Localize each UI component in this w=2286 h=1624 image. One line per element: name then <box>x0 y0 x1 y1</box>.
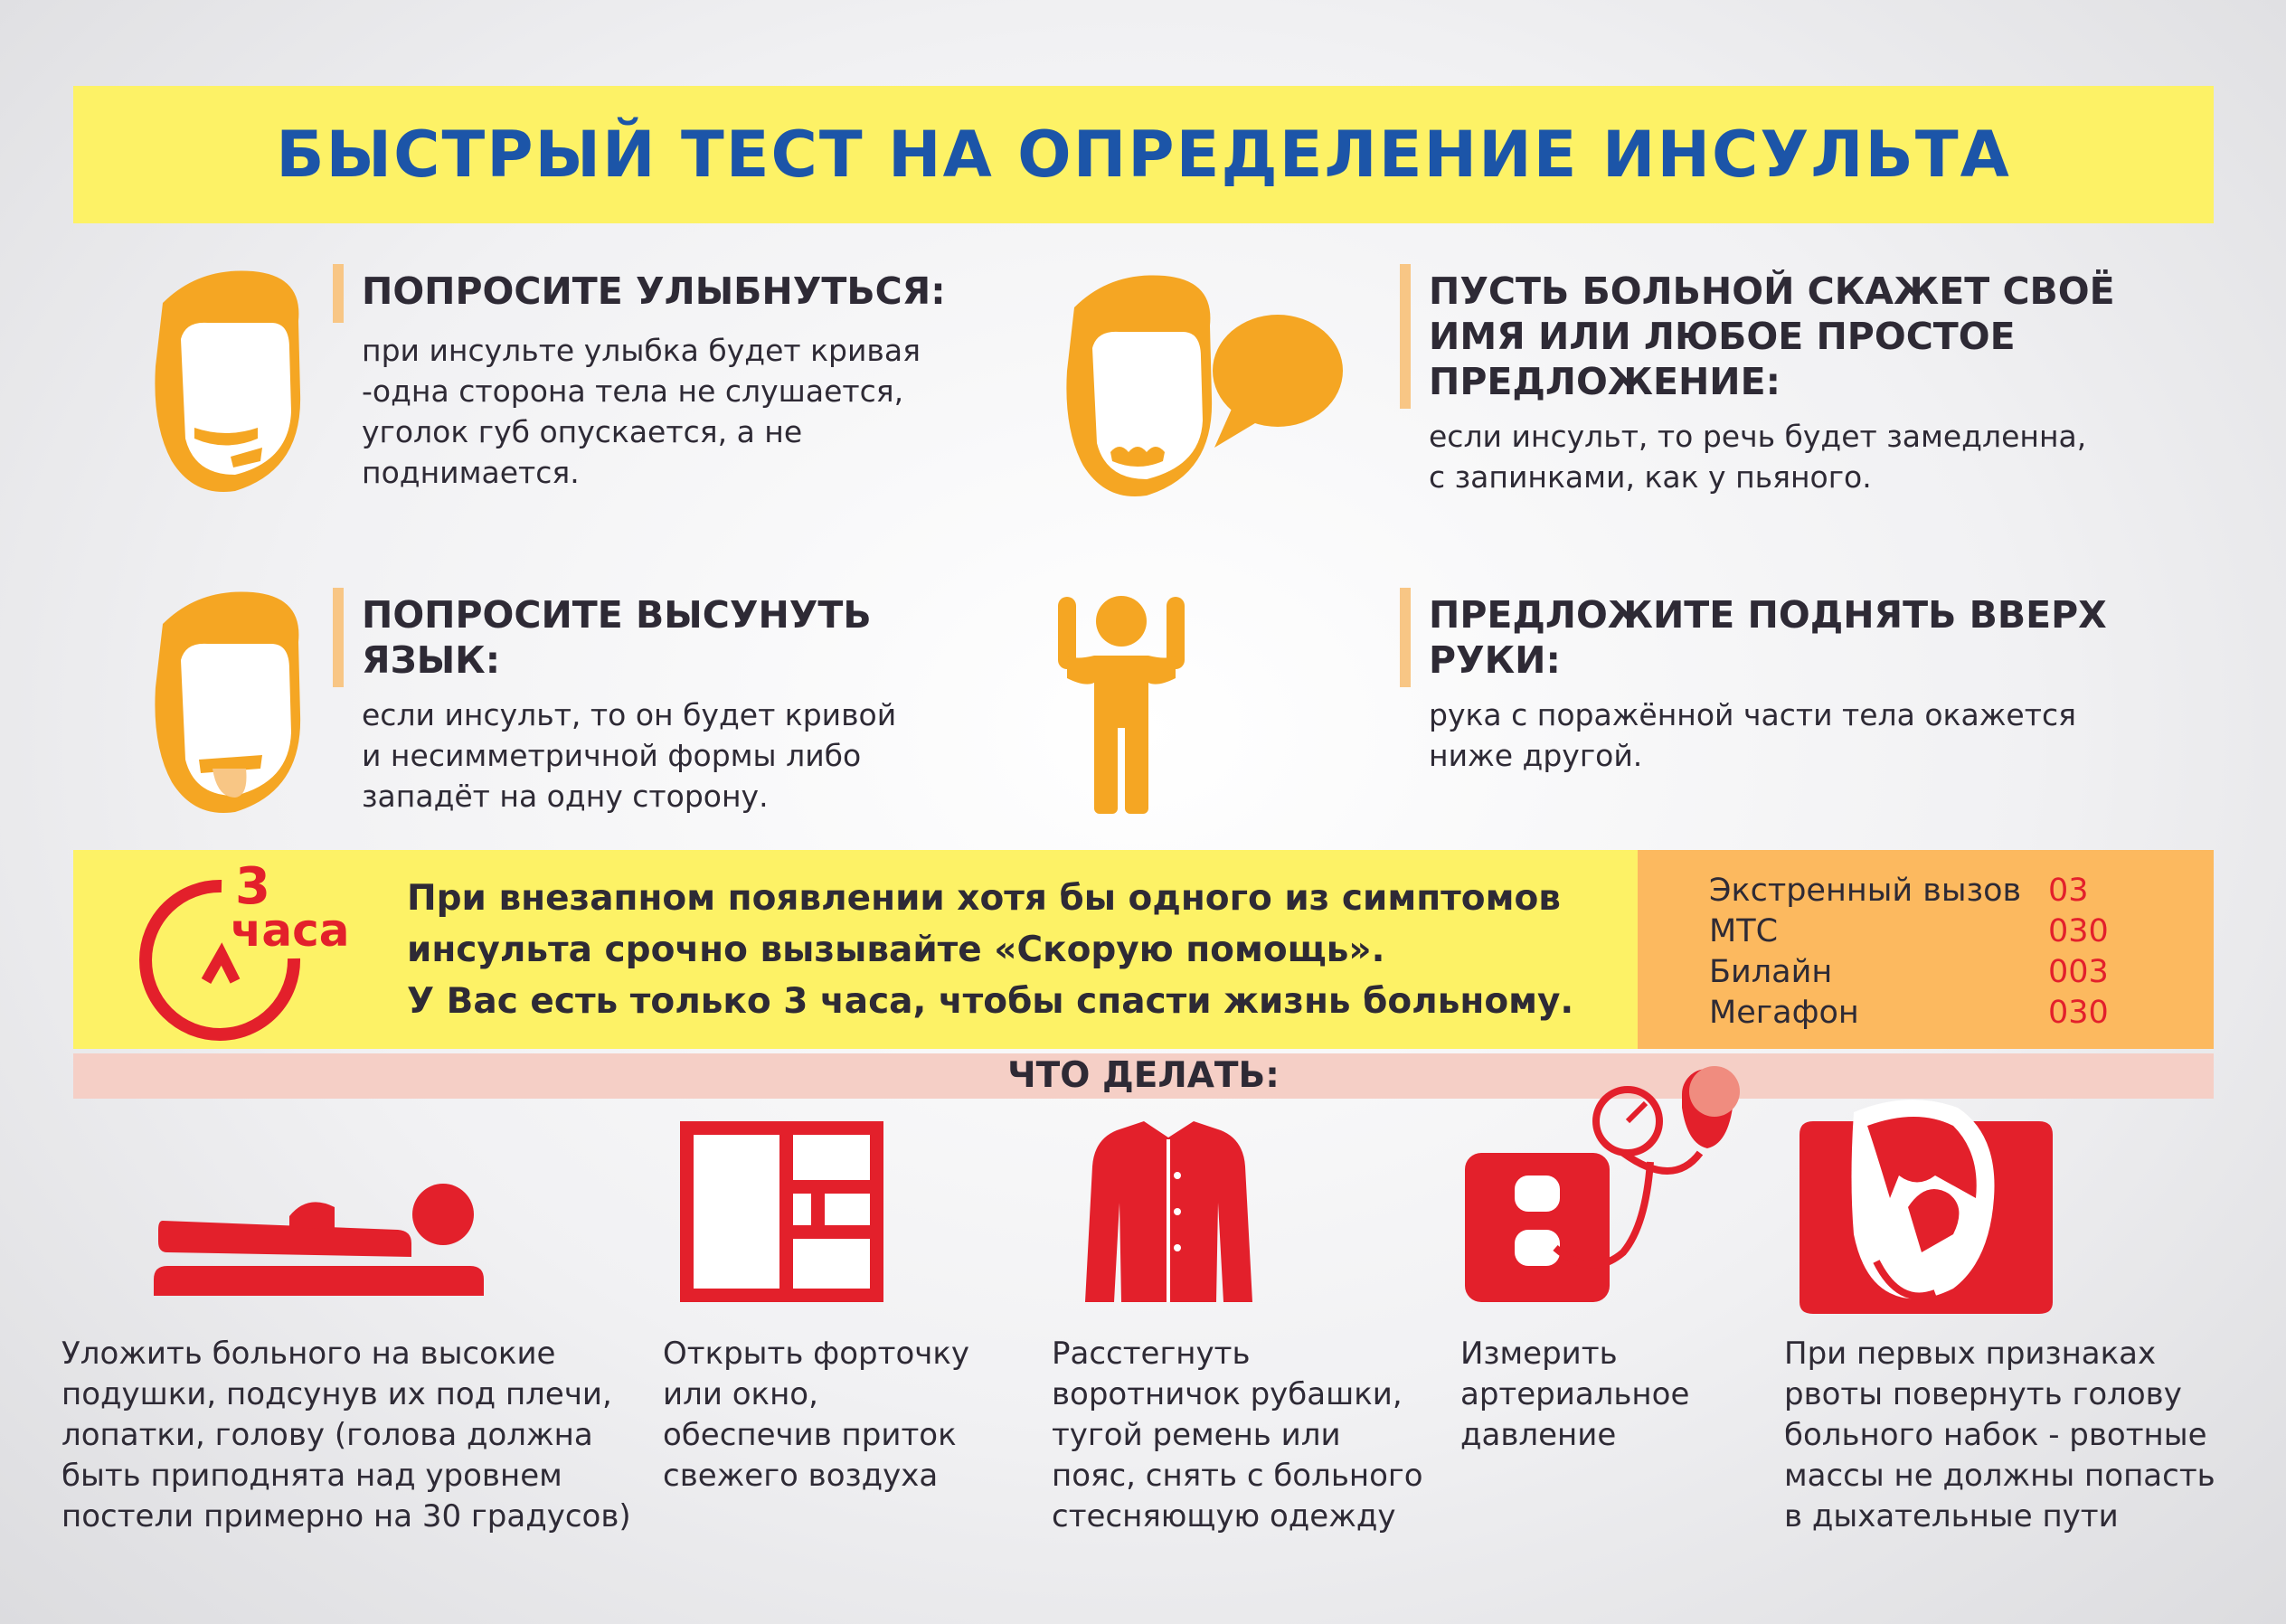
phone-number[interactable]: 03 <box>2048 872 2089 909</box>
step-text: Открыть форточку или окно, обеспечив приток свежего воздуха <box>663 1336 969 1494</box>
step-text: Расстегнуть воротничок рубашки, тугой ремень или пояс, снять с больного стесняющую одежду <box>1052 1336 1423 1534</box>
face-crooked-smile-icon <box>145 267 316 497</box>
blood-pressure-icon <box>1465 1072 1754 1307</box>
accent-bar <box>1400 588 1411 687</box>
window-icon <box>680 1121 883 1302</box>
phone-number[interactable]: 003 <box>2048 953 2109 990</box>
phone-row <box>1709 992 2109 1033</box>
phone-row <box>1709 911 2109 951</box>
page-title: БЫСТРЫЙ ТЕСТ НА ОПРЕДЕЛЕНИЕ ИНСУЛЬТА <box>276 118 2011 192</box>
test-text: если инсульт, то речь будет замедленна, с запинками, как у пьяного. <box>1429 419 2087 495</box>
step-text: Измерить артериальное давление <box>1460 1336 1690 1453</box>
step-text: Уложить больного на высокие подушки, подсунув их под плечи, лопатки, голову (голова должна быть приподнята над уровнем постели примерно на 30 градусов) <box>61 1336 631 1534</box>
test-text: при инсульте улыбка будет кривая -одна сторона тела не слушается, уголок губ опускается, а не поднимается. <box>362 333 921 490</box>
accent-bar <box>1400 264 1411 409</box>
phone-name: МТС <box>1709 912 1779 949</box>
phone-name: Мегафон <box>1709 994 1859 1031</box>
phone-list <box>1709 870 2109 1033</box>
test-heading: ПРЕДЛОЖИТЕ ПОДНЯТЬ ВВЕРХ РУКИ: <box>1429 593 2107 682</box>
phone-row <box>1709 951 2109 992</box>
face-tongue-icon <box>145 588 316 818</box>
phone-number[interactable]: 030 <box>2048 912 2109 949</box>
clock-number: 3 <box>235 857 270 916</box>
step-text: При первых признаках рвоты повернуть голову больного набок - рвотные массы не должны попасть в дыхательные пути <box>1784 1336 2215 1534</box>
test-text: рука с поражённой части тела окажется ниже другой. <box>1429 697 2076 773</box>
test-text: если инсульт, то он будет кривой и несимметричной формы либо западёт на одну сторону. <box>362 697 897 814</box>
test-heading: ПУСТЬ БОЛЬНОЙ СКАЖЕТ СВОЁ ИМЯ ИЛИ ЛЮБОЕ ПРОСТОЕ ПРЕДЛОЖЕНИЕ: <box>1429 269 2115 403</box>
person-raised-arms-icon <box>1058 592 1185 818</box>
phone-number[interactable]: 030 <box>2048 994 2109 1031</box>
phone-name: Экстренный вызов <box>1709 872 2022 909</box>
clock-unit: часа <box>231 904 350 957</box>
alert-text: При внезапном появлении хотя бы одного из симптомов инсульта срочно вызывайте «Скорую помощь». У Вас есть только 3 часа, чтобы спасти жизнь больному. <box>407 878 1574 1022</box>
lying-person-icon <box>154 1180 488 1298</box>
phone-row <box>1709 870 2109 911</box>
todo-title: ЧТО ДЕЛАТЬ: <box>1007 1055 1280 1096</box>
test-heading: ПОПРОСИТЕ ВЫСУНУТЬ ЯЗЫК: <box>362 593 872 682</box>
face-speech-bubble-icon <box>1056 271 1346 502</box>
vomit-head-icon <box>1800 1099 2053 1316</box>
shirt-icon <box>1081 1121 1257 1307</box>
accent-bar <box>333 264 344 323</box>
accent-bar <box>333 588 344 687</box>
test-heading: ПОПРОСИТЕ УЛЫБНУТЬСЯ: <box>362 269 946 313</box>
phone-name: Билайн <box>1709 953 1833 990</box>
